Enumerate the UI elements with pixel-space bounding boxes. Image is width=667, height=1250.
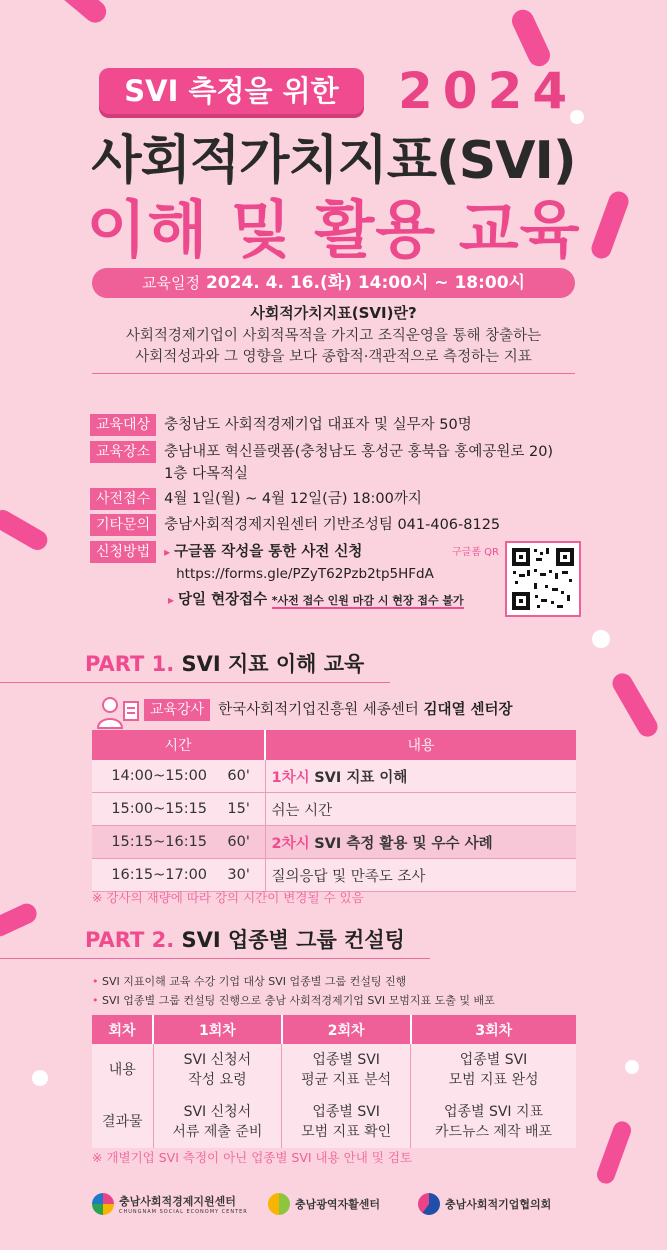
info-place <box>90 441 553 485</box>
info-label: 교육장소 <box>90 441 156 463</box>
part1-schedule-table <box>92 730 576 892</box>
col-time: 시간 <box>92 730 265 760</box>
part2-prefix: PART 2. <box>85 928 175 952</box>
part2-consulting-table <box>92 1015 576 1148</box>
divider <box>0 958 430 959</box>
content-cell: 질의응답 및 만족도 조사 <box>265 859 576 892</box>
lecturer-name: 김대열 센터장 <box>423 702 513 718</box>
svi-desc-line: 사회적경제기업이 사회적목적을 가지고 조직운영을 통해 창출하는 <box>125 328 542 344</box>
apply-method-1: 구글폼 작성을 통한 사전 신청 <box>174 544 363 560</box>
cell-line: 모범 지표 확인 <box>301 1124 392 1140</box>
place-line: 충남내포 혁신플랫폼(충청남도 홍성군 홍북읍 홍예공원로 20) <box>164 444 554 460</box>
lecturer-row <box>144 699 513 721</box>
part1-title <box>85 648 364 678</box>
cell-line: 업종별 SVI <box>312 1104 380 1120</box>
time-cell: 15:00~15:15 <box>92 793 226 826</box>
decor-dot <box>592 630 610 648</box>
decor-dot <box>32 1070 48 1086</box>
footer-org-3: 충남사회적기업협의회 <box>445 1198 552 1211</box>
apply-note: *사전 접수 인원 마감 시 현장 접수 불가 <box>271 594 464 607</box>
footer-logo-1 <box>92 1193 248 1215</box>
footer-org-1-sub: CHUNGNAM SOCIAL ECONOMY CENTER <box>119 1209 248 1215</box>
qr-label: 구글폼 QR <box>452 547 499 558</box>
info-value <box>164 541 434 585</box>
schedule-value: 2024. 4. 16.(화) 14:00시 ~ 18:00시 <box>205 273 525 293</box>
svi-question: 사회적가치지표(SVI)란? <box>250 304 417 322</box>
col-1: 1회차 <box>153 1015 282 1044</box>
decor-stroke <box>609 670 661 741</box>
row-label: 결과물 <box>92 1096 153 1148</box>
bullet-text: SVI 업종별 그룹 컨설팅 진행으로 충남 사회적경제기업 SVI 모범지표 도출 및 배포 <box>102 994 495 1007</box>
page-title: 사회적가치지표(SVI) <box>91 131 576 191</box>
bullet-text: SVI 지표이해 교육 수강 기업 대상 SVI 업종별 그룹 컨설팅 진행 <box>102 975 407 988</box>
schedule-banner <box>92 268 575 298</box>
chungnam-center-logo-icon <box>92 1193 114 1215</box>
info-value: 충청남도 사회적경제기업 대표자 및 실무자 50명 <box>164 417 472 433</box>
col-3: 3회차 <box>411 1015 577 1044</box>
min-cell: 60' <box>226 760 265 793</box>
table-row <box>92 826 576 859</box>
cell <box>153 1044 282 1096</box>
time-cell: 16:15~17:00 <box>92 859 226 892</box>
info-value: 충남사회적경제지원센터 기반조성팀 041-406-8125 <box>164 517 501 533</box>
part1-note: ※ 강사의 재량에 따라 강의 시간이 변경될 수 있음 <box>92 890 364 905</box>
apply-method-2: 당일 현장접수 <box>178 592 268 608</box>
self-support-center-logo-icon <box>268 1193 290 1215</box>
session-tag: 2차시 <box>271 835 310 852</box>
footer-logo-3 <box>418 1193 551 1215</box>
info-pre <box>90 488 422 510</box>
info-label: 사전접수 <box>90 488 156 510</box>
apply-url[interactable]: https://forms.gle/PZyT62Pzb2tp5HFdA <box>176 566 434 582</box>
decor-stroke <box>54 0 110 27</box>
cell-line: 업종별 SVI 지표 <box>443 1104 544 1120</box>
cell-line: 업종별 SVI <box>312 1052 380 1068</box>
lecturer-label: 교육강사 <box>144 699 210 721</box>
table-row <box>92 793 576 826</box>
time-cell: 15:15~16:15 <box>92 826 226 859</box>
header-tag: SVI 측정을 위한 <box>99 68 364 114</box>
social-enterprise-council-logo-icon <box>418 1193 440 1215</box>
cell <box>411 1096 577 1148</box>
cell <box>282 1044 411 1096</box>
cell-line: SVI 신청서 <box>183 1052 252 1068</box>
info-label: 신청방법 <box>90 541 156 563</box>
lecturer-org: 한국사회적기업진흥원 세종센터 <box>218 702 419 718</box>
arrow-icon: ▸ <box>164 545 171 559</box>
cell-line: 모범 지표 완성 <box>448 1072 539 1088</box>
cell-line: 업종별 SVI <box>459 1052 528 1068</box>
content-cell <box>265 826 576 859</box>
session-content: SVI 지표 이해 <box>314 769 408 786</box>
svi-description <box>0 326 667 368</box>
col-2: 2회차 <box>282 1015 411 1044</box>
info-value: 4월 1일(월) ~ 4월 12일(금) 18:00까지 <box>164 491 422 507</box>
page-subtitle: 이해 및 활용 교육 <box>86 193 581 266</box>
info-label: 교육대상 <box>90 414 156 436</box>
part2-bullet: • SVI 업종별 그룹 컨설팅 진행으로 충남 사회적경제기업 SVI 모범지표 도출 및 배포 <box>92 994 495 1007</box>
row-label: 내용 <box>92 1044 153 1096</box>
cell-line: 카드뉴스 제작 배포 <box>434 1124 553 1140</box>
cell <box>282 1096 411 1148</box>
table-row <box>92 1044 576 1096</box>
qr-code[interactable] <box>505 541 581 617</box>
info-target <box>90 414 472 436</box>
info-contact <box>90 514 500 536</box>
info-label: 기타문의 <box>90 514 156 536</box>
info-apply-2 <box>168 588 464 609</box>
cell-line: SVI 신청서 <box>183 1104 252 1120</box>
part1-heading: SVI 지표 이해 교육 <box>181 652 365 676</box>
session-tag: 1차시 <box>271 769 310 786</box>
info-value <box>164 441 553 485</box>
lecturer-icon <box>96 694 140 734</box>
table-row <box>92 859 576 892</box>
table-row <box>92 1096 576 1148</box>
part2-heading: SVI 업종별 그룹 컨설팅 <box>181 928 405 952</box>
footer-org-1: 충남사회적경제지원센터 <box>119 1195 236 1208</box>
arrow-icon: ▸ <box>168 593 175 607</box>
part2-bullet: • SVI 지표이해 교육 수강 기업 대상 SVI 업종별 그룹 컨설팅 진행 <box>92 975 407 988</box>
part2-title <box>85 924 405 954</box>
cell <box>411 1044 577 1096</box>
decor-stroke <box>0 900 40 939</box>
time-cell: 14:00~15:00 <box>92 760 226 793</box>
content-cell: 쉬는 시간 <box>265 793 576 826</box>
part2-note: ※ 개별기업 SVI 측정이 아닌 업종별 SVI 내용 안내 및 검토 <box>92 1150 412 1165</box>
session-content: SVI 측정 활용 및 우수 사례 <box>314 835 493 852</box>
footer-logo-2 <box>268 1193 380 1215</box>
decor-dot <box>625 1060 639 1074</box>
divider <box>0 682 390 683</box>
place-line: 1층 다목적실 <box>164 466 248 482</box>
col-content: 내용 <box>265 730 576 760</box>
header-year: 2024 <box>398 62 578 120</box>
content-cell <box>265 760 576 793</box>
cell <box>153 1096 282 1148</box>
col-round: 회차 <box>92 1015 153 1044</box>
cell-line: 작성 요령 <box>188 1072 247 1088</box>
info-apply <box>90 541 434 585</box>
cell-line: 평균 지표 분석 <box>301 1072 392 1088</box>
cell-line: 서류 제출 준비 <box>172 1124 263 1140</box>
min-cell: 30' <box>226 859 265 892</box>
table-row <box>92 760 576 793</box>
decor-stroke <box>0 506 51 553</box>
divider <box>92 373 575 374</box>
part1-prefix: PART 1. <box>85 652 175 676</box>
min-cell: 15' <box>226 793 265 826</box>
svi-desc-line: 사회적성과와 그 영향을 보다 종합적·객관적으로 측정하는 지표 <box>135 349 532 365</box>
qr-pattern-icon <box>507 543 579 615</box>
footer-org-2: 충남광역자활센터 <box>295 1198 381 1211</box>
decor-stroke <box>594 1119 633 1186</box>
schedule-label: 교육일정 <box>141 274 200 292</box>
decor-stroke <box>508 6 553 70</box>
min-cell: 60' <box>226 826 265 859</box>
